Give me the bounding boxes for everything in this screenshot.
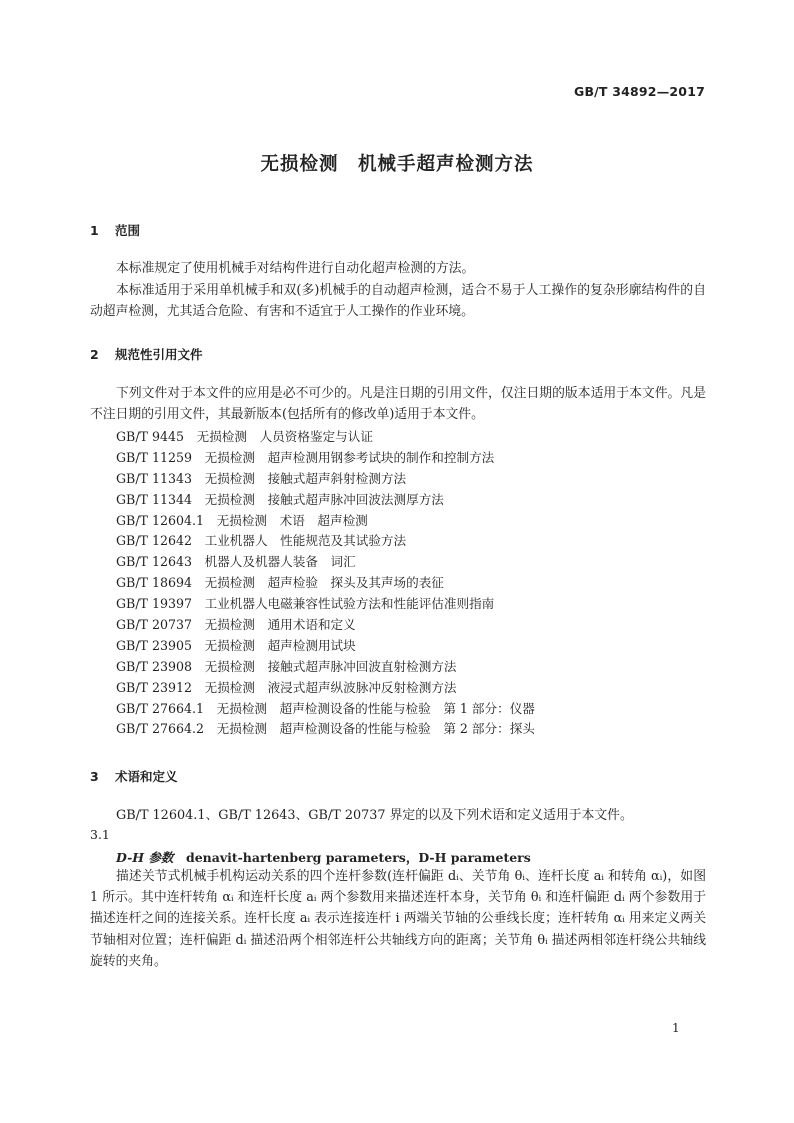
scope-paragraph-1: 本标准规定了使用机械手对结构件进行自动化超声检测的方法。: [116, 261, 475, 276]
reference-item: GB/T 18694 无损检测 超声检验 探头及其声场的表征: [116, 575, 444, 591]
section-heading-scope: [90, 221, 140, 239]
document-title: 无损检测 机械手超声检测方法: [260, 154, 534, 175]
reference-item: GB/T 20737 无损检测 通用术语和定义: [116, 617, 356, 633]
reference-item: GB/T 23905 无损检测 超声检测用试块: [116, 637, 356, 653]
section-number: 3: [90, 769, 99, 784]
section-heading-terms: [90, 767, 178, 785]
reference-item: GB/T 11343 无损检测 接触式超声斜射检测方法: [116, 470, 407, 486]
reference-item: GB/T 27664.2 无损检测 超声检测设备的性能与检验 第 2 部分：探头: [116, 721, 535, 737]
reference-item: GB/T 11344 无损检测 接触式超声脉冲回波法测厚方法: [116, 491, 444, 507]
references-intro: 下列文件对于本文件的应用是必不可少的。凡是注日期的引用文件，仅注日期的版本适用于本文件。凡是不注日期的引用文件，其最新版本(包括所有的修改单)适用于本文件。: [90, 386, 706, 422]
reference-item: GB/T 11259 无损检测 超声检测用钢参考试块的制作和控制方法: [116, 449, 495, 465]
scope-paragraph-2: 本标准适用于采用单机械手和双(多)机械手的自动超声检测，适合不易于人工操作的复杂形廓结构件的自动超声检测，尤其适合危险、有害和不适宜于人工操作的作业环境。: [90, 283, 706, 319]
reference-item: GB/T 12604.1 无损检测 术语 超声检测: [116, 512, 368, 528]
section-title: 范围: [115, 223, 141, 238]
section-number: 2: [90, 347, 99, 362]
term-definition: 描述关节式机械手机构运动关系的四个连杆参数(连杆偏距 dᵢ、关节角 θᵢ、连杆长度 aᵢ 和转角 αᵢ)，如图 1 所示。其中连杆转角 αᵢ 和连杆长度 aᵢ 两个参数用来描述连杆本身，关节角 θᵢ 和连杆偏距 dᵢ 两个参数用于描述连杆之间的连接关系。连杆长度 aᵢ 表示连接连杆 i 两端关节轴的公垂线长度；连杆转角 αᵢ 用来定义两关节轴相对位置；连杆偏距 dᵢ 描述沿两个相邻连杆公共轴线方向的距离；关节角 θᵢ 描述两相邻连杆绕公共轴线旋转的夹角。: [90, 869, 706, 969]
section-heading-references: [90, 345, 203, 363]
reference-list: [116, 427, 535, 740]
clause-number: 3.1: [90, 827, 110, 842]
reference-item: GB/T 23908 无损检测 接触式超声脉冲回波直射检测方法: [116, 658, 457, 674]
section-title: 术语和定义: [115, 769, 178, 784]
reference-item: GB/T 12642 工业机器人 性能规范及其试验方法: [116, 533, 407, 549]
reference-item: GB/T 9445 无损检测 人员资格鉴定与认证: [116, 429, 373, 444]
term-english: denavit-hartenberg parameters，D-H parameters: [185, 850, 531, 865]
section-number: 1: [90, 223, 99, 238]
terms-intro: GB/T 12604.1、GB/T 12643、GB/T 20737 界定的以及下列术语和定义适用于本文件。: [116, 808, 633, 823]
reference-item: GB/T 19397 工业机器人电磁兼容性试验方法和性能评估准则指南: [116, 596, 495, 612]
section-title: 规范性引用文件: [115, 347, 203, 362]
page-number: 1: [672, 1021, 680, 1035]
reference-item: GB/T 27664.1 无损检测 超声检测设备的性能与检验 第 1 部分：仪器: [116, 700, 535, 716]
reference-item: GB/T 12643 机器人及机器人装备 词汇: [116, 554, 356, 570]
standard-code: GB/T 34892—2017: [573, 84, 705, 99]
reference-item: GB/T 23912 无损检测 液浸式超声纵波脉冲反射检测方法: [116, 679, 457, 695]
term-heading: [116, 848, 531, 866]
term-chinese: D-H 参数: [116, 850, 174, 865]
